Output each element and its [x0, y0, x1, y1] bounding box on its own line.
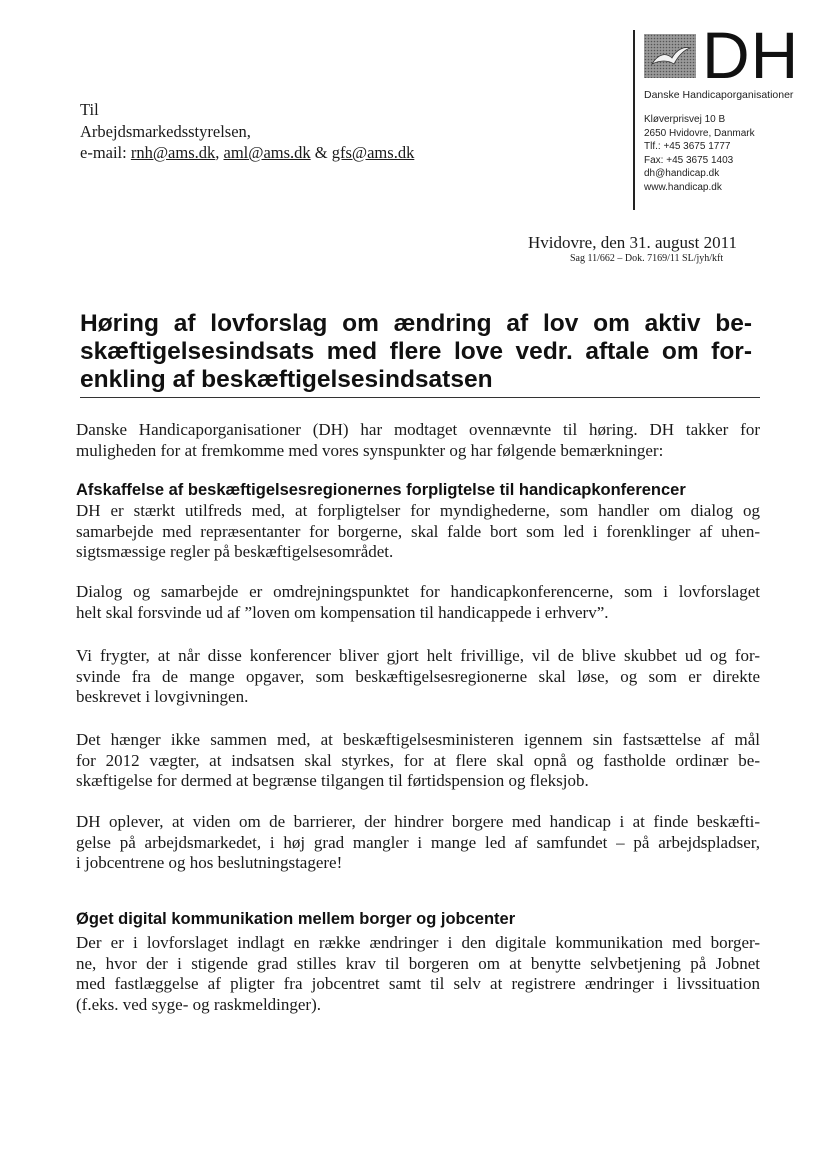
text-line: svinde fra de mange opgaver, som beskæftigelsesregionerne skal løse, og som er direkte: [76, 666, 760, 686]
text-line: ne, hvor der i stigende grad stilles krav til borgeren om at benytte selvbetjening på Jobnet: [76, 953, 760, 973]
email-prefix: e-mail:: [80, 143, 131, 162]
text-line: sigtsmæssige regler på beskæftigelsesområdet.: [76, 542, 394, 561]
text-line: i jobcentrene og hos beslutningstagere!: [76, 853, 343, 872]
bird-logo-icon: [644, 34, 696, 78]
email-separator: &: [310, 143, 332, 162]
recipient-to: Til: [80, 100, 99, 119]
text-line: Dialog og samarbejde er omdrejningspunktet for handicapkonferencerne, som i lovforslaget: [76, 582, 760, 601]
place-and-date: Hvidovre, den 31. august 2011: [528, 233, 738, 252]
paragraph: [76, 933, 760, 1015]
email-link-rnh[interactable]: rnh@ams.dk: [130, 143, 216, 162]
case-reference: Sag 11/662 – Dok. 7169/11 SL/jyh/kft: [570, 253, 724, 264]
text-line: beskrevet i lovgivningen.: [76, 687, 249, 706]
title-line: enkling af beskæftigelsesindsatsen: [80, 366, 493, 393]
section-heading-handicapkonferencer: Afskaffelse af beskæftigelsesregionernes forpligtelse til handicapkonferencer: [76, 481, 686, 499]
text-line: med fastlæggelse af pligter fra jobcentret samt til selv at registrere ændringer i livssituation: [76, 974, 760, 993]
paragraph: [76, 730, 760, 792]
title-line: skæftigelsesindsats med flere love vedr. aftale om for-: [80, 338, 752, 365]
address-email[interactable]: dh@handicap.dk: [644, 168, 720, 179]
text-line: DH oplever, at viden om de barrierer, der hindrer borgere med handicap i at finde beskæfti-: [76, 812, 760, 831]
text-line: skæftigelse for dermed at begrænse tilgangen til førtidspension og fleksjob.: [76, 771, 589, 790]
paragraph: [76, 646, 760, 708]
recipient-emails: [80, 142, 414, 164]
email-link-aml[interactable]: aml@ams.dk: [223, 143, 311, 162]
text-line: gelse på arbejdsmarkedet, i høj grad mangler i mange led af samfundet – på arbejdspladser,: [76, 832, 760, 852]
letterhead-divider: [633, 30, 635, 210]
title-line: Høring af lovforslag om ændring af lov om aktiv be-: [80, 310, 752, 337]
address-city: 2650 Hvidovre, Danmark: [644, 127, 755, 139]
address-fax: Fax: +45 3675 1403: [644, 154, 734, 166]
text-line: muligheden for at fremkomme med vores synspunkter og har følgende bemærkninger:: [76, 440, 664, 460]
email-link-gfs[interactable]: gfs@ams.dk: [331, 143, 415, 162]
sender-address: [644, 113, 755, 194]
intro-paragraph: [76, 420, 760, 461]
text-line: (f.eks. ved syge- og raskmeldinger).: [76, 994, 322, 1014]
text-line: for 2012 vægter, at indsatsen skal styrkes, for at flere skal opnå og fastholde ordinær be-: [76, 750, 760, 770]
recipient-name: Arbejdsmarkedsstyrelsen,: [80, 121, 251, 141]
text-line: Danske Handicaporganisationer (DH) har modtaget ovennævnte til høring. DH takker for: [76, 420, 760, 439]
text-line: samarbejde med repræsentanter for borgerne, skal falde bort som led i forenklinger af uhen-: [76, 521, 760, 541]
text-line: DH er stærkt utilfreds med, at forpligtelser for myndighederne, som handler om dialog og: [76, 501, 760, 520]
email-separator: ,: [215, 143, 224, 162]
recipient-block: [80, 99, 414, 164]
text-line: Det hænger ikke sammen med, at beskæftigelsesministeren igennem sin fastsættelse af mål: [76, 730, 760, 749]
section-heading-digital-kommunikation: Øget digital kommunikation mellem borger og jobcenter: [76, 910, 516, 928]
address-website[interactable]: www.handicap.dk: [644, 181, 722, 193]
paragraph: [76, 582, 760, 623]
paragraph: [76, 812, 760, 874]
document-title: [80, 310, 752, 394]
address-phone: Tlf.: +45 3675 1777: [644, 141, 731, 152]
logo-text: DH: [702, 18, 800, 92]
title-underline: [80, 397, 760, 398]
organization-name: Danske Handicaporganisationer: [644, 89, 794, 101]
text-line: Vi frygter, at når disse konferencer bliver gjort helt frivillige, vil de blive skubbet ud og for-: [76, 646, 760, 665]
text-line: helt skal forsvinde ud af ”loven om kompensation til handicappede i erhverv”.: [76, 602, 609, 622]
paragraph: [76, 501, 760, 563]
text-line: Der er i lovforslaget indlagt en række ændringer i den digitale kommunikation med borger-: [76, 933, 760, 952]
address-street: Kløverprisvej 10 B: [644, 114, 726, 125]
